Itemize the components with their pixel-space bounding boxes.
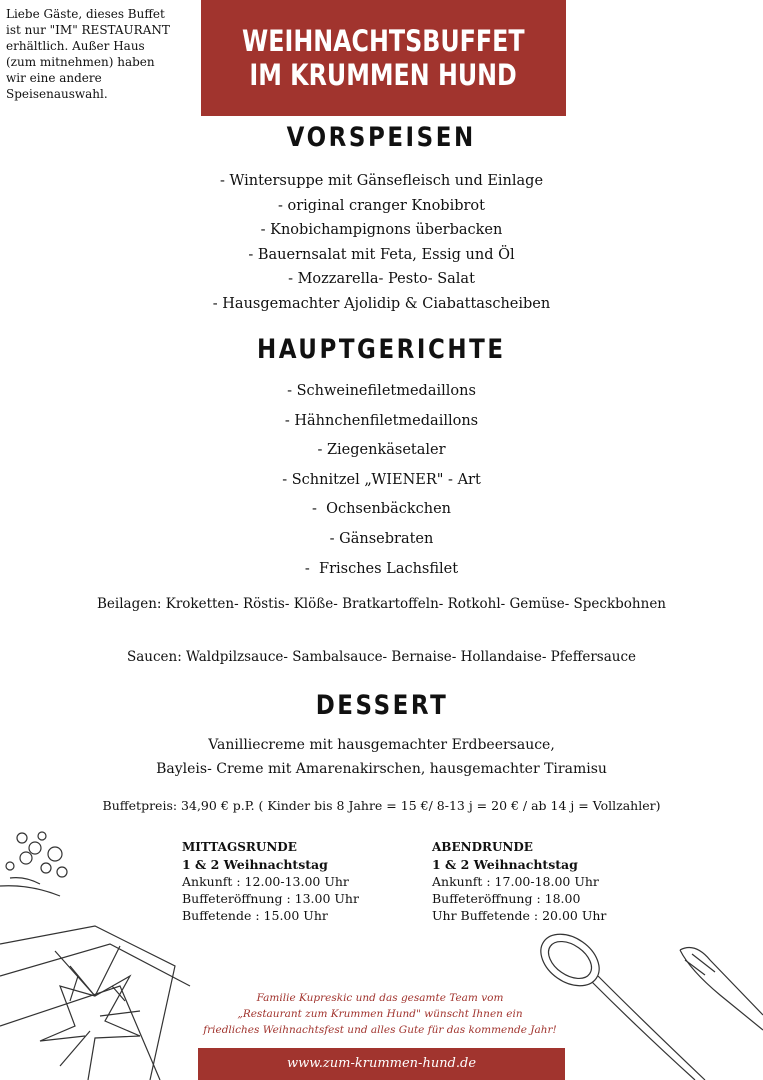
website-footer: www.zum-krummen-hund.de bbox=[198, 1048, 565, 1080]
list-item: - Gänsebraten bbox=[329, 530, 434, 547]
closing-line: „Restaurant zum Krummen Hund" wünscht Ihnen ein bbox=[237, 1008, 523, 1020]
list-item: - original cranger Knobibrot bbox=[278, 197, 485, 214]
gift-with-bow-sketch-icon bbox=[0, 826, 200, 1080]
round-line: Ankunft : 12.00-13.00 Uhr bbox=[182, 874, 349, 889]
dessert-heading: DESSERT bbox=[315, 690, 448, 721]
buffet-price: Buffetpreis: 34,90 € p.P. ( Kinder bis 8 Jahre = 15 €/ 8-13 j = 20 € / ab 14 j = Vollzahler) bbox=[102, 798, 661, 813]
saucen-line: Saucen: Waldpilzsauce- Sambalsauce- Bernaise- Hollandaise- Pfeffersauce bbox=[126, 649, 636, 665]
round-title: MITTAGSRUNDE bbox=[182, 840, 297, 854]
list-item: - Knobichampignons überbacken bbox=[260, 222, 503, 238]
title-line-2: IM KRUMMEN HUND bbox=[249, 58, 518, 92]
hauptgerichte-list bbox=[0, 377, 763, 584]
round-line: Buffeteröffnung : 13.00 Uhr bbox=[182, 891, 359, 906]
list-item: - Ziegenkäsetaler bbox=[317, 442, 446, 459]
list-item: - Ochsenbäckchen bbox=[311, 501, 452, 518]
list-item: - Schnitzel „WIENER" - Art bbox=[282, 471, 481, 488]
list-item: - Schweinefiletmedaillons bbox=[287, 383, 476, 399]
vorspeisen-heading: VORSPEISEN bbox=[286, 122, 477, 153]
title-banner bbox=[201, 0, 566, 116]
round-title: ABENDRUNDE bbox=[432, 840, 533, 854]
beilagen-line: Beilagen: Kroketten- Röstis- Klöße- Bratkartoffeln- Rotkohl- Gemüse- Speckbohnen bbox=[96, 596, 667, 612]
list-item: - Hähnchenfiletmedaillons bbox=[284, 412, 479, 429]
list-item: Bayleis- Creme mit Amarenakirschen, hausgemachter Tiramisu bbox=[156, 761, 607, 777]
list-item: - Bauernsalat mit Feta, Essig und Öl bbox=[248, 246, 515, 263]
notice-line: (zum mitnehmen) haben bbox=[6, 55, 155, 69]
closing-line: Familie Kupreskic und das gesamte Team vom bbox=[256, 992, 504, 1004]
mittagsrunde-block bbox=[182, 839, 359, 924]
dessert-list bbox=[0, 733, 763, 781]
round-line: Uhr Buffetende : 20.00 Uhr bbox=[432, 908, 607, 923]
hauptgerichte-heading: HAUPTGERICHTE bbox=[257, 334, 506, 365]
notice-line: erhältlich. Außer Haus bbox=[6, 39, 145, 53]
list-item: - Mozzarella- Pesto- Salat bbox=[288, 271, 475, 287]
abendrunde-block bbox=[432, 839, 606, 924]
buffet-notice bbox=[6, 6, 196, 102]
round-line: Buffeteröffnung : 18.00 bbox=[432, 891, 581, 906]
notice-line: Liebe Gäste, dieses Buffet bbox=[6, 7, 165, 21]
list-item: - Wintersuppe mit Gänsefleisch und Einlage bbox=[219, 173, 544, 189]
list-item: - Hausgemachter Ajolidip & Ciabattascheiben bbox=[212, 295, 551, 312]
closing-message bbox=[180, 990, 580, 1038]
round-line: Ankunft : 17.00-18.00 Uhr bbox=[432, 874, 599, 889]
notice-line: wir eine andere bbox=[6, 71, 102, 85]
vorspeisen-list bbox=[0, 169, 763, 316]
title-line-1: WEIHNACHTSBUFFET bbox=[242, 24, 525, 58]
notice-line: ist nur "IM" RESTAURANT bbox=[6, 23, 170, 37]
list-item: - Frisches Lachsfilet bbox=[304, 560, 459, 577]
round-line: Buffetende : 15.00 Uhr bbox=[182, 908, 328, 923]
list-item: Vanilliecreme mit hausgemachter Erdbeersauce, bbox=[208, 737, 555, 753]
round-subtitle: 1 & 2 Weihnachtstag bbox=[432, 857, 578, 872]
closing-line: friedliches Weihnachtsfest und alles Gute für das kommende Jahr! bbox=[203, 1024, 557, 1036]
round-subtitle: 1 & 2 Weihnachtstag bbox=[182, 857, 328, 872]
notice-line: Speisenauswahl. bbox=[6, 87, 108, 101]
